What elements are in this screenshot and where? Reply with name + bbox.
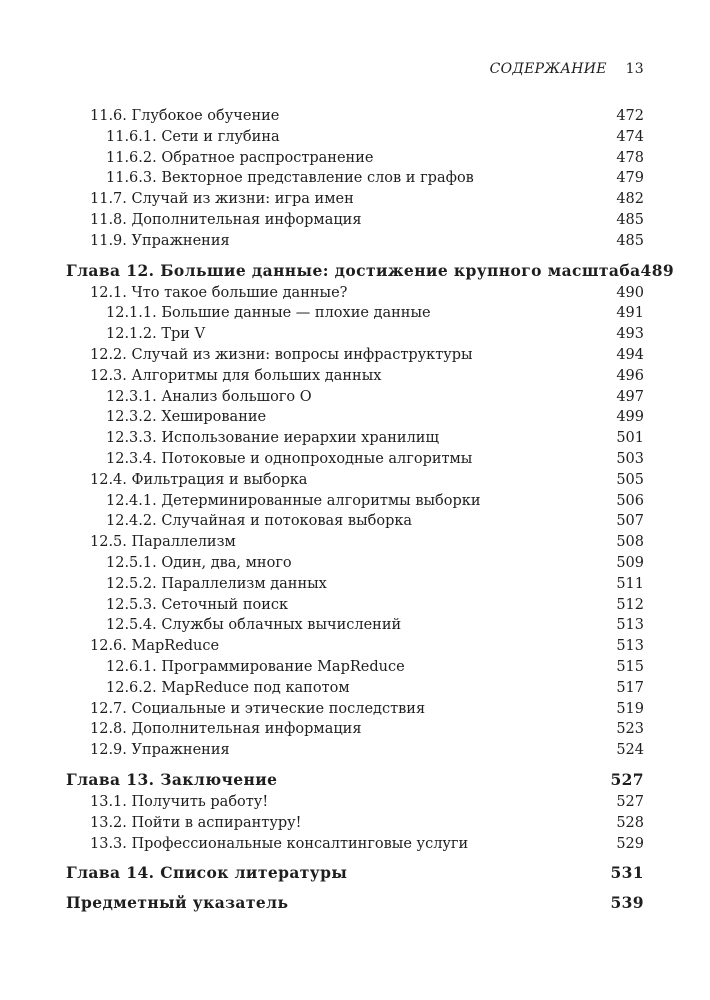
toc-entry-page: 527 [610, 769, 644, 789]
toc-entry-page: 528 [616, 814, 644, 831]
toc-entry-title: 13.1. Получить работу! [90, 793, 269, 810]
toc-subsection-entry [66, 148, 644, 169]
toc-entry-page: 519 [616, 700, 644, 717]
toc-entry-page: 497 [616, 388, 644, 405]
toc-entry-page: 489 [640, 260, 675, 280]
toc-entry-page: 494 [616, 346, 644, 363]
toc-section-entry [66, 532, 644, 553]
toc-subsection-entry [66, 449, 644, 470]
toc-entry-title: 12.7. Социальные и этические последствия [90, 700, 426, 717]
toc-entry-page: 509 [616, 554, 644, 571]
toc-subsection-entry [66, 387, 644, 408]
toc-entry-title: 12.1.2. Три V [106, 326, 206, 343]
toc-entry-title: Глава 12. Большие данные: достижение крупного масштаба [66, 260, 641, 280]
toc-subsection-entry [66, 407, 644, 428]
toc-entry-title: 13.3. Профессиональные консалтинговые услуги [90, 835, 469, 852]
toc-subsection-entry [66, 678, 644, 699]
toc-subsection-entry [66, 303, 644, 324]
toc-chapter-entry [66, 769, 644, 791]
toc-chapter-entry [66, 260, 675, 282]
toc-entry-title: 12.1. Что такое большие данные? [90, 284, 348, 301]
toc-entry-title: 11.6.2. Обратное распространение [106, 149, 374, 166]
toc-chapter-entry [66, 892, 644, 914]
toc-entry-title: Глава 14. Список литературы [66, 863, 348, 883]
toc-entry-title: 12.3.3. Использование иерархии хранилищ [106, 430, 439, 447]
toc-entry-title: 13.2. Пойти в аспирантуру! [90, 814, 302, 831]
toc-entry-title: 12.5.1. Один, два, много [106, 554, 292, 571]
toc-entry-title: 12.3.1. Анализ большого O [106, 388, 312, 405]
toc-entry-title: 12.6.1. Программирование MapReduce [106, 658, 405, 675]
toc-subsection-entry [66, 657, 644, 678]
running-head [490, 61, 644, 77]
toc-subsection-entry [66, 553, 644, 574]
toc-entry-title: 12.5.2. Параллелизм данных [106, 575, 327, 592]
toc-subsection-entry [66, 615, 644, 636]
toc-subsection-entry [66, 574, 644, 595]
toc-entry-page: 523 [616, 721, 644, 738]
toc-entry-title: 11.6.1. Сети и глубина [106, 128, 280, 145]
toc-section-entry [66, 189, 644, 210]
toc-entry-title: 12.6. MapReduce [90, 638, 220, 655]
toc-section-entry [66, 106, 644, 127]
page-number: 13 [625, 61, 644, 77]
toc-entry-title: 12.5.3. Сеточный поиск [106, 596, 289, 613]
toc-section-entry [66, 345, 644, 366]
toc-section-entry [66, 210, 644, 231]
table-of-contents [66, 106, 675, 915]
toc-entry-page: 478 [616, 149, 644, 166]
toc-entry-page: 517 [616, 679, 644, 696]
toc-entry-title: 12.3. Алгоритмы для больших данных [90, 367, 382, 384]
toc-entry-page: 482 [616, 191, 644, 208]
toc-entry-page: 512 [616, 596, 644, 613]
toc-entry-page: 539 [610, 893, 644, 913]
toc-entry-title: 11.8. Дополнительная информация [90, 211, 362, 228]
toc-entry-title: 12.2. Случай из жизни: вопросы инфраструктуры [90, 346, 473, 363]
toc-subsection-entry [66, 511, 644, 532]
toc-entry-title: 12.4.1. Детерминированные алгоритмы выборки [106, 492, 481, 509]
toc-section-entry [66, 231, 644, 252]
toc-entry-page: 527 [616, 793, 644, 810]
toc-subsection-entry [66, 324, 644, 345]
toc-section-entry [66, 834, 644, 855]
toc-entry-title: 11.9. Упражнения [90, 232, 230, 249]
toc-subsection-entry [66, 595, 644, 616]
toc-entry-title: 12.5. Параллелизм [90, 534, 236, 551]
toc-entry-page: 506 [616, 492, 644, 509]
toc-entry-title: Предметный указатель [66, 893, 289, 913]
toc-entry-title: 12.9. Упражнения [90, 742, 230, 759]
toc-section-entry [66, 719, 644, 740]
toc-entry-title: 12.5.4. Службы облачных вычислений [106, 617, 402, 634]
toc-section-entry [66, 636, 644, 657]
toc-entry-page: 491 [616, 305, 644, 322]
toc-entry-page: 508 [616, 534, 644, 551]
toc-section-entry [66, 740, 644, 761]
toc-entry-title: 12.4.2. Случайная и потоковая выборка [106, 513, 413, 530]
toc-entry-page: 472 [616, 108, 644, 124]
toc-entry-page: 485 [616, 211, 644, 228]
toc-entry-page: 485 [616, 232, 644, 249]
running-head-title: СОДЕРЖАНИЕ [489, 61, 607, 77]
toc-entry-page: 529 [616, 835, 644, 852]
toc-entry-page: 503 [616, 450, 644, 467]
toc-entry-page: 496 [616, 367, 644, 384]
toc-entry-page: 479 [616, 170, 644, 187]
toc-subsection-entry [66, 168, 644, 189]
toc-entry-page: 513 [616, 617, 644, 634]
toc-entry-page: 507 [616, 513, 644, 530]
toc-subsection-entry [66, 127, 644, 148]
toc-entry-page: 499 [616, 409, 644, 426]
toc-entry-title: 11.6.3. Векторное представление слов и графов [106, 170, 474, 187]
toc-subsection-entry [66, 491, 644, 512]
toc-entry-page: 505 [616, 471, 644, 488]
toc-entry-title: 12.3.2. Хеширование [106, 409, 267, 426]
toc-entry-page: 501 [616, 430, 644, 447]
toc-subsection-entry [66, 428, 644, 449]
toc-section-entry [66, 792, 644, 813]
toc-section-entry [66, 699, 644, 720]
toc-entry-page: 511 [616, 575, 644, 592]
toc-section-entry [66, 813, 644, 834]
toc-entry-page: 493 [616, 326, 644, 343]
toc-entry-title: 12.1.1. Большие данные — плохие данные [106, 305, 431, 322]
toc-entry-page: 474 [616, 128, 644, 145]
toc-entry-title: 12.6.2. MapReduce под капотом [106, 679, 350, 696]
toc-entry-page: 513 [616, 638, 644, 655]
toc-entry-title: 12.4. Фильтрация и выборка [90, 471, 308, 488]
toc-section-entry [66, 283, 644, 304]
toc-entry-title: 12.3.4. Потоковые и однопроходные алгоритмы [106, 450, 473, 467]
toc-chapter-entry [66, 862, 644, 884]
toc-entry-page: 531 [610, 863, 644, 883]
toc-section-entry [66, 366, 644, 387]
toc-entry-title: Глава 13. Заключение [66, 769, 278, 789]
toc-entry-page: 524 [616, 742, 644, 759]
toc-section-entry [66, 470, 644, 491]
toc-entry-title: 11.7. Случай из жизни: игра имен [90, 191, 354, 208]
toc-entry-title: 11.6. Глубокое обучение [90, 108, 280, 124]
toc-entry-page: 490 [616, 284, 644, 301]
toc-entry-page: 515 [616, 658, 644, 675]
toc-entry-title: 12.8. Дополнительная информация [90, 721, 362, 738]
